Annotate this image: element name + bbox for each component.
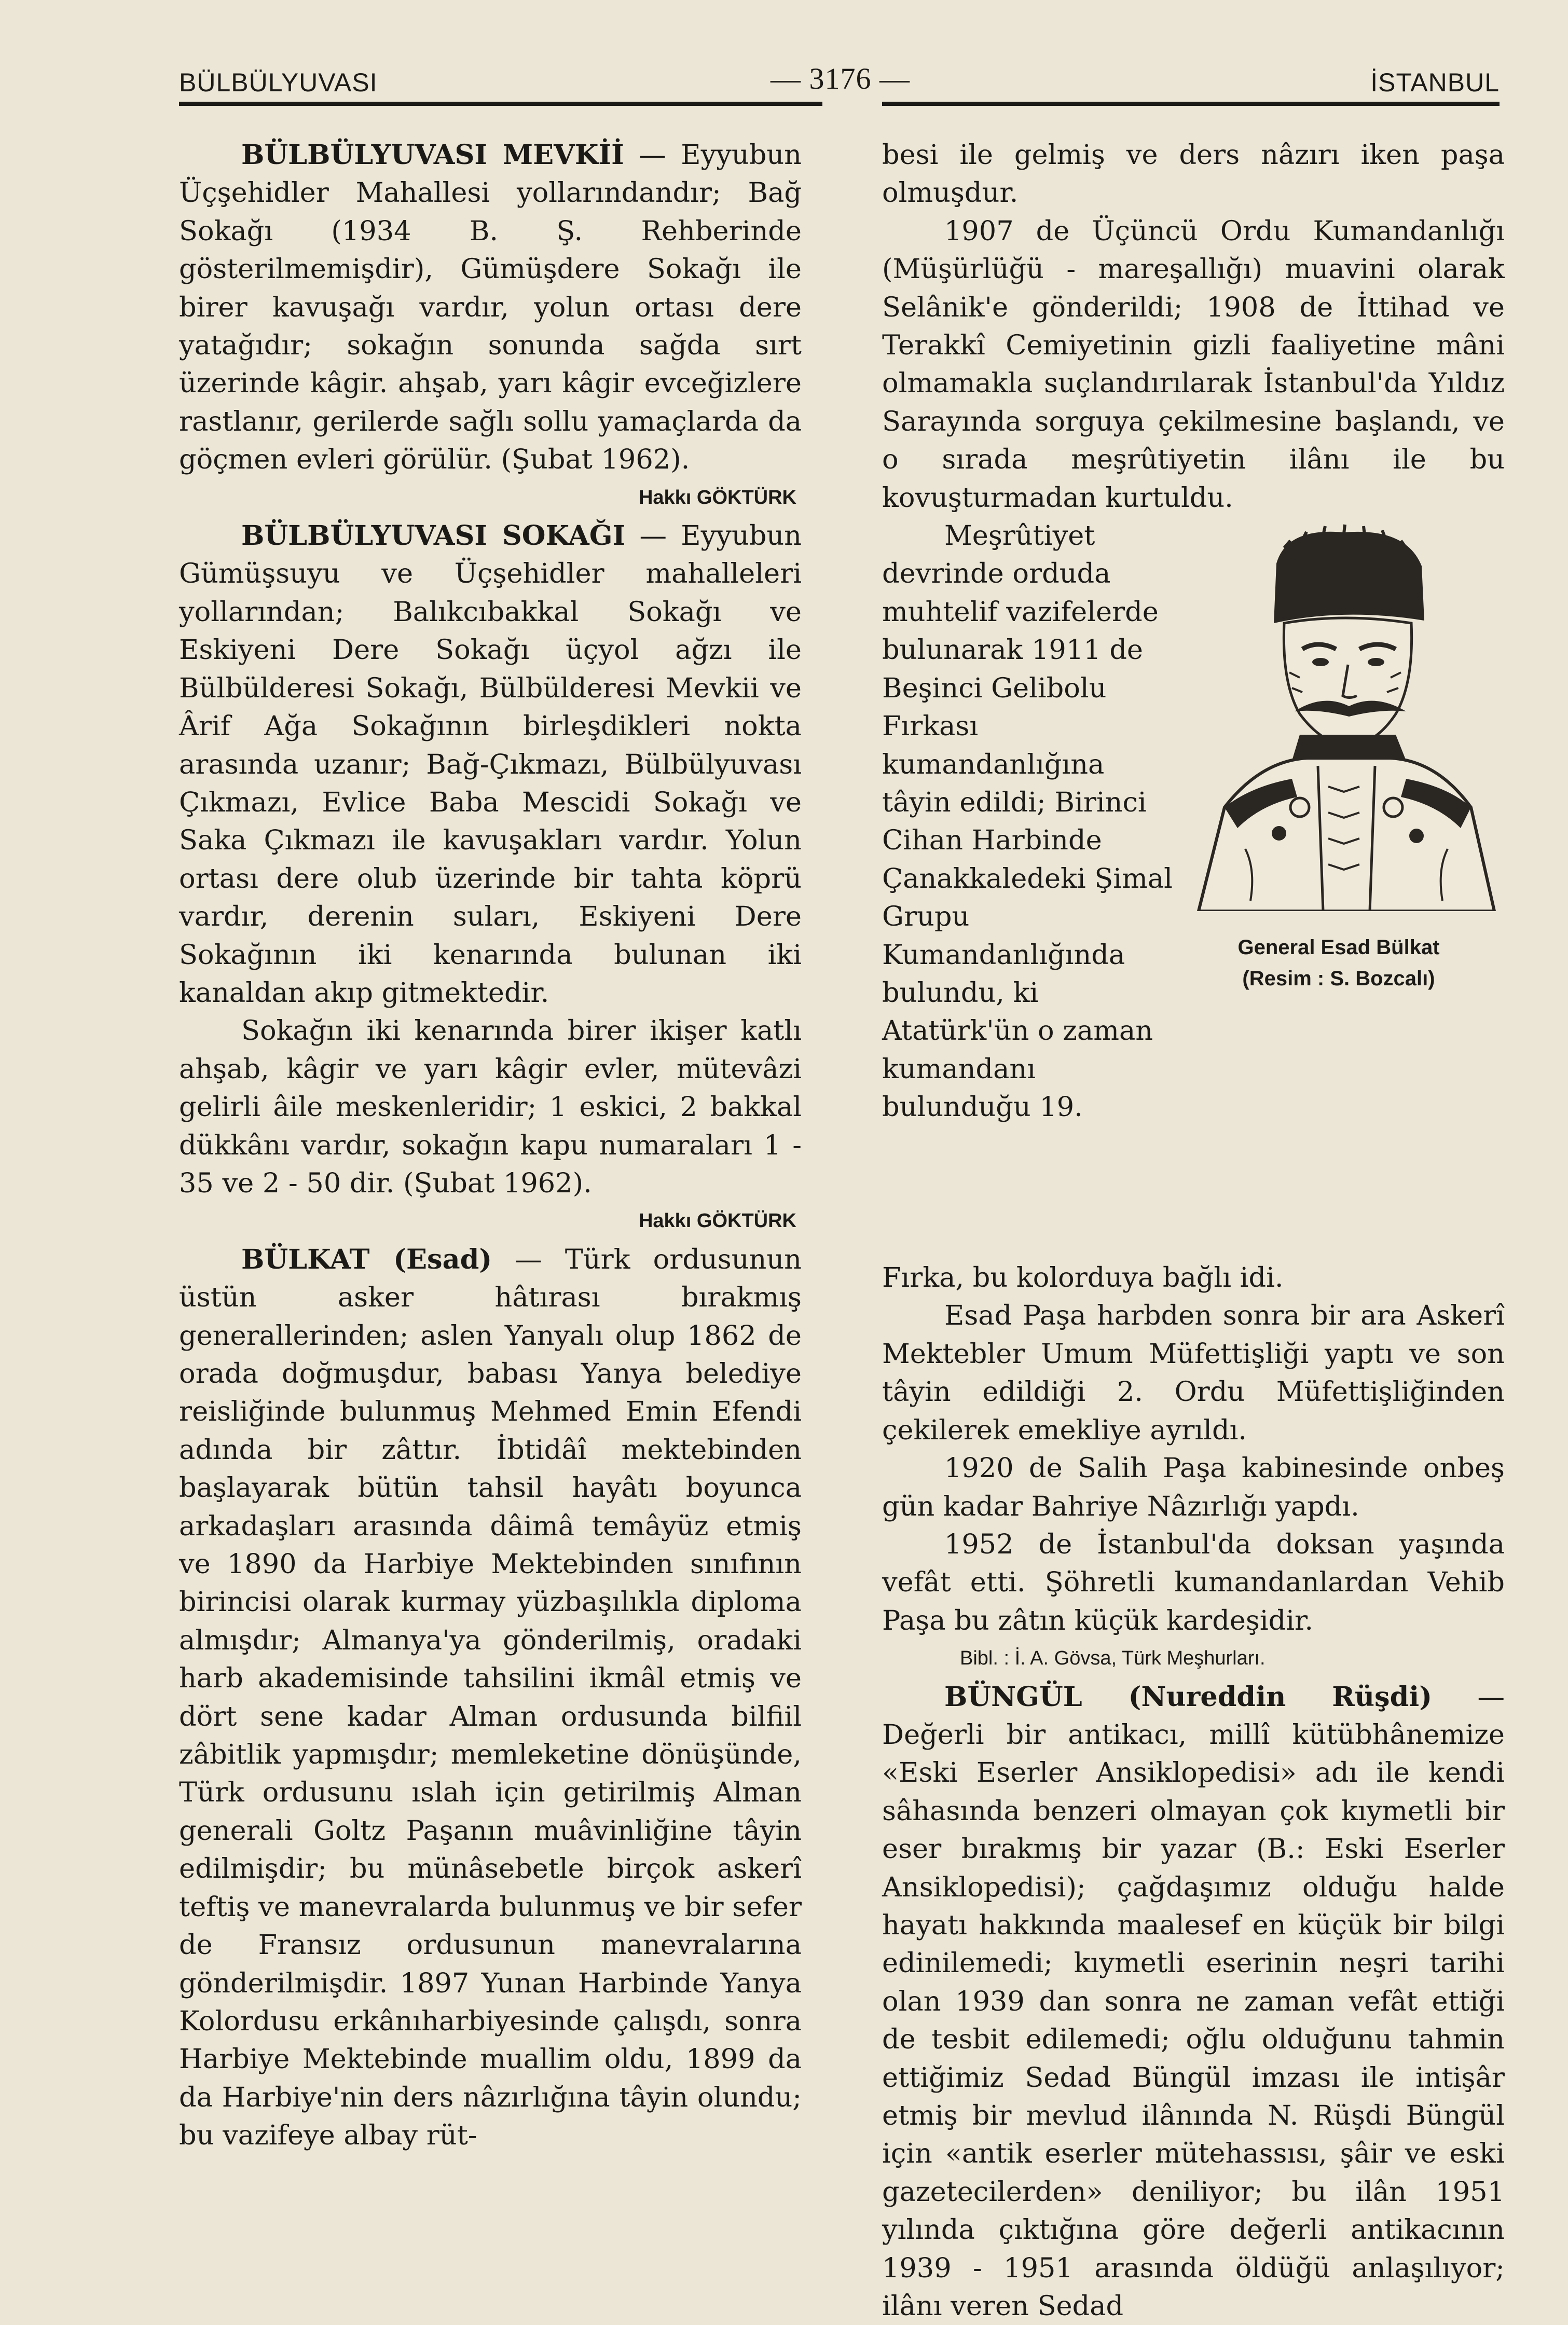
entry-bulbulyuvasi-mevkii [179,136,802,479]
paragraph: 1907 de Üçüncü Ordu Kumandanlığı (Müşürlüğü - mareşallığı) muavini olarak Selânik'e gönderildi; 1908 de İttihad ve Terakkî Cemiyetinin gizli faaliyetine mâni olmamakla suçlandırılarak İstanbul'da Yıldız Sarayında sorguya çekilmesine başlandı, ve o sırada meşrûtiyetin ilânı ile bu kovuşturmadan kurtuldu. [882,215,1505,514]
entry-title: BÜLKAT (Esad) [241,1243,492,1275]
author-signature: Hakkı GÖKTÜRK [638,486,796,508]
header-right-title: İSTANBUL [1370,68,1500,97]
after-portrait-text [882,1259,1505,2325]
header-rule-left [179,102,822,106]
entry-text: — Değerli bir antikacı, millî kütübhânemize «Eski Eserler Ansiklopedisi» adı ile kendi sâhasında benzeri olmayan çok kıymetli bir eser bırakmış bir yazar (B.: Eski Eserler Ansiklopedisi); çağdaşımız olduğu halde hayatı hakkında maalesef en küçük bir bilgi edinilemedi; kıymetli eserinin neşri tarihi olan 1939 dan sonra ne zaman vefât ettiği de tesbit edilemedi; oğlu olduğunu tahmin ettiğimiz Sedad Büngül imzası ile intişâr etmiş bir mevlud ilânında N. Rüşdi Büngül için «antik eserler mütehassısı, şâir ve eski gazetecilerden» deniliyor; bu ilân 1951 yılında çıktığına göre değerli antikacının 1939 - 1951 arasında öldüğü anlaşılıyor; ilânı veren Sedad [882,1681,1505,2322]
caption-title: General Esad Bülkat [1237,936,1440,959]
right-column [882,136,1505,2322]
portrait-illustration [1188,517,1505,911]
entry-title: BÜLBÜLYUVASI SOKAĞI [241,520,626,552]
paragraph: 1952 de İstanbul'da doksan yaşında vefât etti. Şöhretli kumandanlardan Vehib Paşa bu zâtın küçük kardeşidir. [882,1528,1505,1636]
bibliography: Bibl. : İ. A. Gövsa, Türk Meşhurları. [960,1647,1266,1670]
page-header [179,61,1500,103]
paragraph: 1920 de Salih Paşa kabinesinde onbeş gün kadar Bahriye Nâzırlığı yapdı. [882,1452,1505,1522]
left-column [179,136,802,2155]
entry-paragraph: Sokağın iki kenarında birer ikişer katlı ahşab, kâgir ve yarı kâgir evler, mütevâzi gelirli âile meskenleridir; 1 eskici, 2 bakkal dükkânı vardır, sokağın kapu numaraları 1 - 35 ve 2 - 50 dir. (Şubat 1962). [179,1015,802,1199]
entry-title: BÜLBÜLYUVASI MEVKİİ [241,139,624,171]
paragraph: Esad Paşa harbden sonra bir ara Askerî Mektebler Umum Müfettişliği yaptı ve son tâyin edildiği 2. Ordu Müfettişliğinden çekilerek emekliye ayrıldı. [882,1300,1505,1446]
entry-text: — Eyyubun Üçşehidler Mahallesi yollarındandır; Bağ Sokağı (1934 B. Ş. Rehberinde gösterilmemişdir), Gümüşdere Sokağı ile birer kavuşağı vardır, yolun ortası dere yatağıdır; sokağın sonunda sağda sırt üzerinde kâgir. ahşab, yarı kâgir evceğizlere rastlanır, gerilerde sağlı sollu yamaçlarda da göçmen evleri görülür. (Şubat 1962). [179,139,802,476]
entry-bulkat-esad [179,1241,802,2155]
fur-hat [1274,532,1424,623]
author-signature: Hakkı GÖKTÜRK [638,1210,796,1232]
entry-text: — Türk ordusunun üstün asker hâtırası bırakmış generallerinden; aslen Yanyalı olup 1862 de orada doğmuşdur, babası Yanya belediye reisliğinde bulunmuş Mehmed Emin Efendi adında bir zâttır. İbtidâî mektebinden başlayarak bütün tahsil hayâtı boyunca arkadaşları arasında dâimâ temâyüz etmiş ve 1890 da Harbiye Mektebinden sınıfının birincisi olarak kurmay yüzbaşılıkla diploma almışdır; Almanya'ya gönderilmiş, oradaki harb akademisinde tahsilini ikmâl etmiş ve dört sene kadar Alman ordusunda bilfiil zâbitlik yapmışdır; memleketine dönüşünde, Türk ordusunu ıslah için getirilmiş Alman generali Goltz Paşanın muâvinliğine tâyin edilmişdir; bu münâsebetle birçok askerî teftiş ve manevralarda bulunmuş ve bir sefer de Fransız ordusunun manevralarına gönderilmişdir. 1897 Yunan Harbinde Yanya Kolordusu erkânıharbiyesinde çalışdı, sonra Harbiye Mektebinde muallim oldu, 1899 da da Harbiye'nin ders nâzırlığına tâyin olundu; bu vazifeye albay rüt- [179,1243,802,2152]
paragraph: Fırka, bu kolorduya bağlı idi. [882,1262,1284,1294]
header-rule-right [882,102,1500,106]
entry-bulbulyuvasi-sokagi [179,517,802,1012]
entry-bungul [882,1678,1505,2325]
entry-text: — Eyyubun Gümüşsuyu ve Üçşehidler mahalleleri yollarından; Balıkcıbakkal Sokağı ve Eskiyeni Dere Sokağı üçyol ağzı ile Bülbülderesi Sokağı, Bülbülderesi Mevkii ve Ârif Ağa Sokağının birleşdikleri nokta arasında uzanır; Bağ-Çıkmazı, Bülbülyuvası Çıkmazı, Evlice Baba Mescidi Sokağı ve Saka Çıkmazı ile kavuşakları vardır. Yolun ortası dere olub üzerinde bir tahta köprü vardır, derenin suları, Eskiyeni Dere Sokağının iki kenarında bulunan iki kanaldan akıp gitmektedir. [179,520,802,1009]
entry-title: BÜNGÜL (Nureddin Rüşdi) [944,1681,1433,1713]
paragraph: besi ile gelmiş ve ders nâzırı iken paşa olmuşdur. [882,139,1505,209]
header-left-title: BÜLBÜLYUVASI [179,68,378,97]
paragraph-narrow: Meşrûtiyet devrinde orduda muhtelif vazifelerde bulunarak 1911 de Beşinci Gelibolu Fırkası kumandanlığına tâyin edildi; Birinci Cihan Harbinde Çanakkaledeki Şimal Grupu Kumandanlığında bulundu, ki Atatürk'ün o zaman kumandanı bulunduğu 19. [882,520,1173,1123]
portrait-caption [1173,932,1505,994]
page-number: — 3176 — [771,62,910,95]
portrait-block [882,517,1505,2322]
caption-credit: (Resim : S. Bozcalı) [1242,967,1435,990]
